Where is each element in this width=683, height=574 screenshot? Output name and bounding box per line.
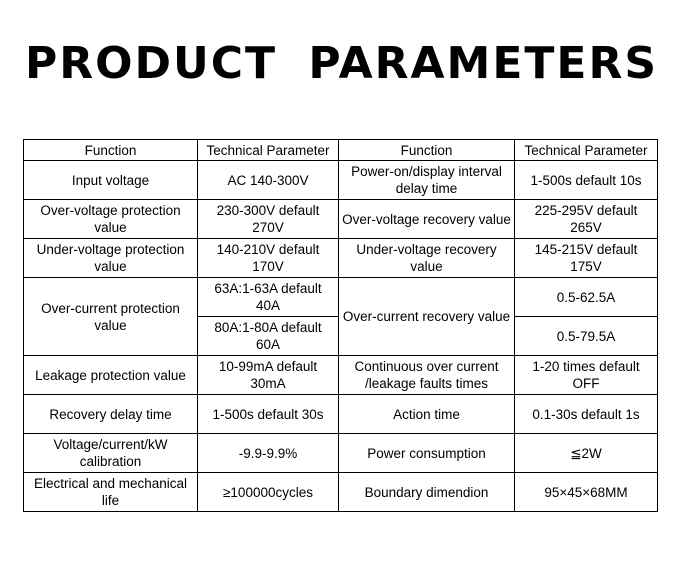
header-technical-parameter-1: Technical Parameter [198, 140, 339, 161]
function-cell: Electrical and mechanical life [24, 473, 198, 512]
parameter-cell: 10-99mA default 30mA [198, 356, 339, 395]
parameters-table [23, 139, 658, 512]
parameter-cell: ≥100000cycles [198, 473, 339, 512]
function-cell: Under-voltage recovery value [339, 239, 515, 278]
function-cell: Power-on/display interval delay time [339, 161, 515, 200]
parameter-cell: 225-295V default 265V [515, 200, 658, 239]
parameter-cell: AC 140-300V [198, 161, 339, 200]
parameter-cell: 0.5-62.5A [515, 278, 658, 317]
table-row [24, 395, 658, 434]
function-cell: Action time [339, 395, 515, 434]
table-row [24, 200, 658, 239]
table-row [24, 473, 658, 512]
header-function-2: Function [339, 140, 515, 161]
function-cell: Over-voltage recovery value [339, 200, 515, 239]
header-technical-parameter-2: Technical Parameter [515, 140, 658, 161]
parameter-cell: ≦2W [515, 434, 658, 473]
parameter-cell: 1-500s default 30s [198, 395, 339, 434]
parameter-cell: 0.1-30s default 1s [515, 395, 658, 434]
page-title: PRODUCT PARAMETERS [24, 38, 659, 89]
table-row [24, 239, 658, 278]
parameter-cell: -9.9-9.9% [198, 434, 339, 473]
table-row [24, 434, 658, 473]
function-cell: Recovery delay time [24, 395, 198, 434]
parameter-cell: 140-210V default 170V [198, 239, 339, 278]
function-cell: Over-current recovery value [339, 278, 515, 356]
table-row [24, 356, 658, 395]
function-cell: Under-voltage protection value [24, 239, 198, 278]
function-cell: Continuous over current /leakage faults times [339, 356, 515, 395]
function-cell: Voltage/current/kW calibration [24, 434, 198, 473]
parameter-cell: 63A:1-63A default 40A [198, 278, 339, 317]
function-cell: Power consumption [339, 434, 515, 473]
table-row [24, 161, 658, 200]
parameter-cell: 145-215V default 175V [515, 239, 658, 278]
parameter-cell: 80A:1-80A default 60A [198, 317, 339, 356]
parameter-cell: 95×45×68MM [515, 473, 658, 512]
parameter-cell: 230-300V default 270V [198, 200, 339, 239]
parameter-cell: 1-20 times default OFF [515, 356, 658, 395]
function-cell: Input voltage [24, 161, 198, 200]
function-cell: Over-current protection value [24, 278, 198, 356]
function-cell: Over-voltage protection value [24, 200, 198, 239]
table-row [24, 278, 658, 317]
function-cell: Boundary dimendion [339, 473, 515, 512]
table-header-row [24, 140, 658, 161]
header-function-1: Function [24, 140, 198, 161]
parameter-cell: 0.5-79.5A [515, 317, 658, 356]
parameter-cell: 1-500s default 10s [515, 161, 658, 200]
function-cell: Leakage protection value [24, 356, 198, 395]
